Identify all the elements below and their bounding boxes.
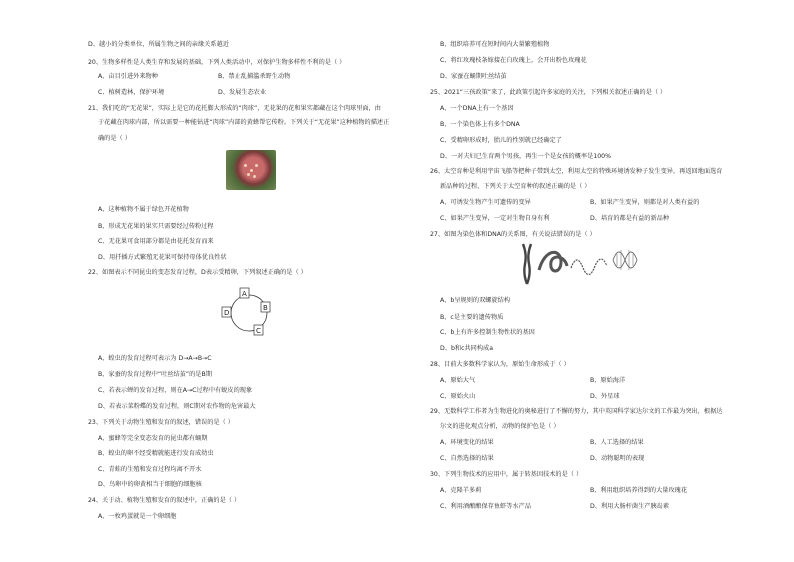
right-line: A、环境变化的结果 xyxy=(440,439,494,446)
fig-photo-image xyxy=(226,150,276,190)
right-line: A、原始大气 xyxy=(440,377,476,384)
left-line: C、青蛙的生殖和发育过程均离不开水 xyxy=(98,466,202,473)
left-line: 24、关于动、植物生殖和发育的叙述中，正确的是（ ） xyxy=(88,497,241,504)
left-line: D、越小的分类单位，所属生物之间的亲缘关系越近 xyxy=(88,41,229,48)
left-line: D、发展生态农业 xyxy=(218,89,267,96)
right-line: D、家蚕在蛹期吐丝结茧 xyxy=(440,73,507,80)
right-line: C、原始火山 xyxy=(440,393,476,400)
right-line: B、组织培养可在短时间内大量繁殖植物 xyxy=(440,41,550,48)
right-line: C、受精卵形成时，胎儿的性别就已经确定了 xyxy=(440,137,562,144)
left-line: A、一枚鸡蛋就是一个卵细胞 xyxy=(98,513,177,520)
right-line: A、克隆羊多莉 xyxy=(440,487,482,494)
right-line: 27、如图为染色体和DNA的关系图，有关说法错误的是（ ） xyxy=(430,231,596,238)
left-line: 20、生物多样性是人类生存和发展的基础，下列人类活动中，对保护生物多样性不利的是（ ） xyxy=(88,59,346,66)
chromosome-dna-diagram xyxy=(517,240,647,288)
right-line: A、一个DNA上有一个基因 xyxy=(440,105,514,112)
left-line: A、这种植物不属于绿色开花植物 xyxy=(98,206,189,213)
left-line: A、亩目引进外来物种 xyxy=(98,73,158,80)
right-line: A、b呈规则的双螺旋结构 xyxy=(440,297,511,304)
diagram-node-b: B xyxy=(263,304,268,312)
left-line: A、蜜蜂等完全变态发育的昆虫都有蛹期 xyxy=(98,435,208,442)
left-line: C、植树造林，保护环境 xyxy=(98,89,165,96)
left-line: 23、下列关于动物生殖和发育的叙述，错误的是（ ） xyxy=(88,419,234,426)
right-line: D、培育的都是有益的新品种 xyxy=(590,215,670,222)
right-line: B、一个染色体上有多个DNA xyxy=(440,121,520,128)
right-line: D、利用大肠杆菌生产胰岛素 xyxy=(590,503,670,510)
right-line: 尔文的进化观点分析，动物的保护色是（ ） xyxy=(440,423,560,430)
right-line: D、动物聪明的表现 xyxy=(590,455,645,462)
left-line: C、若表示蝉的发育过程，则在A→C过程中有蜕皮的现象 xyxy=(98,387,253,394)
diagram-node-a: A xyxy=(242,290,247,298)
left-line: D、用扦插方式繁殖无花果可保持母体优良性状 xyxy=(98,254,227,261)
right-line: D、一对夫妇已生育两个男孩，再生一个是女孩的概率是100% xyxy=(440,153,611,160)
right-line: 28、目前大多数科学家认为，原始生命形成于（ ） xyxy=(430,361,570,368)
right-line: D、外星球 xyxy=(590,393,620,400)
left-line: B、形成无花果的果实只需要经过传粉过程 xyxy=(98,223,214,230)
left-line: 确的是（ ） xyxy=(98,135,131,142)
right-line: 29、无数科学工作者为生物进化的奥秘进行了不懈的努力，其中英国科学家达尔文的工作最为突出，根据达 xyxy=(430,408,723,415)
right-line: A、可诱发生物产生可遗传的变异 xyxy=(440,199,531,206)
left-line: 于花藏在肉球内部，所以需要一种能钻进“肉球”内部的黄蜂帮它传粉。下列关于“无花果”这种植物的描述正 xyxy=(98,119,390,126)
left-line: C、无花果可食用部分都是由花托发育而来 xyxy=(98,238,214,245)
metamorphosis-diagram xyxy=(214,285,284,345)
right-line: C、b上有许多控制生物性状的基因 xyxy=(440,329,535,336)
right-line: B、c是主要的遗传物质 xyxy=(440,314,504,321)
right-line: 新品种的过程，下列关于太空育种的叙述正确的是（ ） xyxy=(440,183,591,190)
right-line: B、利用组织培养得到的大量玫瑰花 xyxy=(590,487,688,494)
left-line: 21、我们吃的“无花果”，实际上是它的花托膨大形成的“肉球”，无花果的花和果实都藏在这个肉球里面，由 xyxy=(88,105,381,112)
right-line: B、原始海洋 xyxy=(590,377,626,384)
right-line: 26、太空育种是利用宇宙飞船等把种子带到太空，利用太空的特殊环境诱发种子发生变异，再返回地面选育 xyxy=(430,168,723,175)
left-line: B、禁止乱捕滥杀野生动物 xyxy=(218,73,291,80)
left-line: 22、如图表示不同昆虫的变态发育过程，D表示受精卵，下列叙述正确的是（ ） xyxy=(88,269,307,276)
left-line: B、蝗虫的卵不经受精就能进行发育成幼虫 xyxy=(98,450,214,457)
diagram-node-d: D xyxy=(224,309,230,317)
right-line: 25、2021“三孩政策”来了，此政策引起许多家庭的关注，下列相关叙述正确的是（ ） xyxy=(430,89,667,96)
left-line: D、鸟卵中的卵黄相当于细胞的细胞核 xyxy=(98,481,202,488)
diagram-node-c: C xyxy=(256,327,261,335)
right-line: C、将红玫瑰枝条嫁接在白玫瑰上，会开出粉色玫瑰花 xyxy=(440,57,587,64)
left-line: D、若表示菜粉蝶的发育过程，则C期对农作物的危害最大 xyxy=(98,403,256,410)
left-line: A、蝗虫的发育过程可表示为 D→A→B→C xyxy=(98,355,212,362)
right-line: C、如果产生变异，一定对生物自身有利 xyxy=(440,215,550,222)
right-line: C、自然选择的结果 xyxy=(440,455,494,462)
right-line: C、利用酒酿酿保存鱼虾等水产品 xyxy=(440,503,531,510)
right-line: 30、下列生物技术的应用中，属于转基因技术的是（ ） xyxy=(430,471,583,478)
right-line: B、如果产生变异，则都是对人类有益的 xyxy=(590,199,700,206)
right-line: D、b和c共同构成a xyxy=(440,345,494,352)
right-line: B、人工选择的结果 xyxy=(590,439,644,446)
left-line: B、家蚕的发育过程中“吐丝结茧”的是B期 xyxy=(98,371,212,378)
